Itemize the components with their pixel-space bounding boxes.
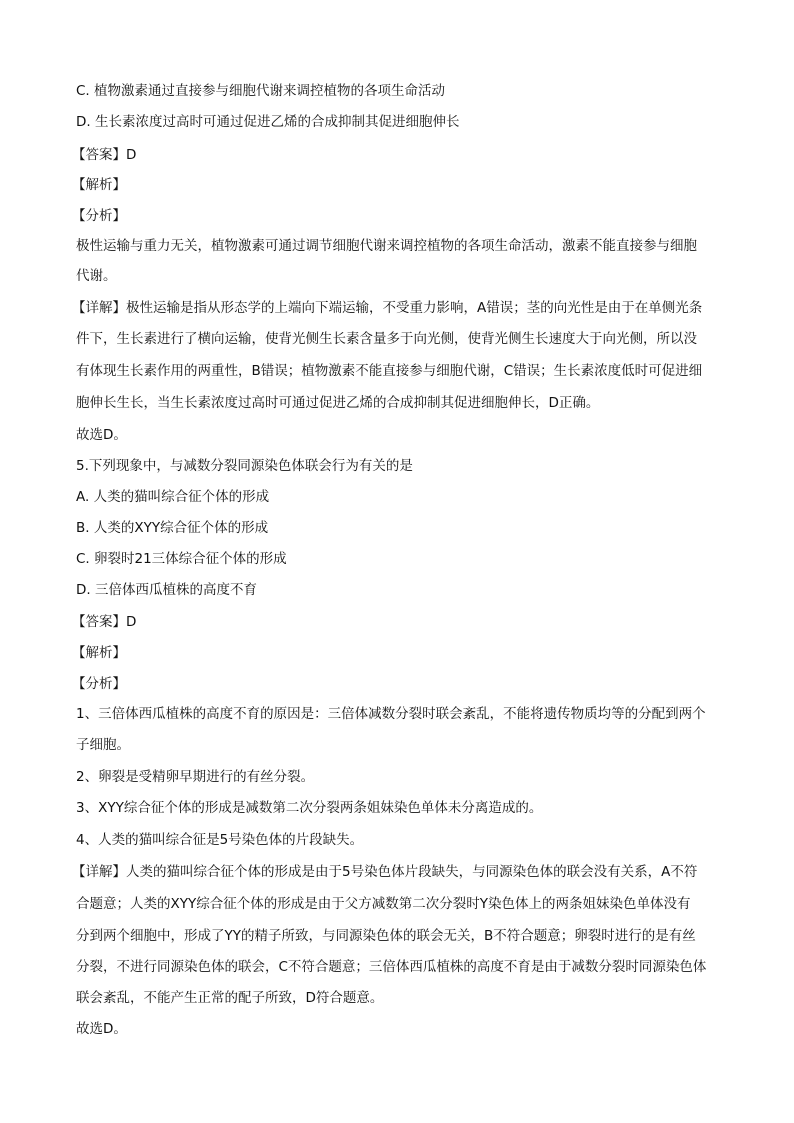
prev-detail-line: 胞伸长生长，当生长素浓度过高时可通过促进乙烯的合成抑制其促进细胞伸长，D正确。 [76,395,600,411]
q5-option-d: D. 三倍体西瓜植株的高度不育 [76,582,257,598]
prev-detail-line: 有体现生长素作用的两重性，B错误；植物激素不能直接参与细胞代谢，C错误；生长素浓度低时可促进细 [76,363,703,379]
q5-detail-line: 分到两个细胞中，形成了YY的精子所致，与同源染色体的联会无关，B不符合题意；卵裂时进行的是有丝 [76,928,696,944]
q5-point: 4、人类的猫叫综合征是5号染色体的片段缺失。 [76,832,364,848]
q5-detail-line: 【详解】人类的猫叫综合征个体的形成是由于5号染色体片段缺失，与同源染色体的联会没有关系，A不符 [72,864,698,880]
q5-detail-line: 合题意；人类的XYY综合征个体的形成是由于父方减数第二次分裂时Y染色体上的两条姐妹染色单体没有 [76,896,691,912]
prev-fenxi-heading: 【分析】 [72,208,126,224]
prev-detail-line: 【详解】极性运输是指从形态学的上端向下端运输，不受重力影响，A错误；茎的向光性是由于在单侧光条 [72,300,703,316]
prev-analysis-heading: 【解析】 [72,177,126,193]
prev-detail-line: 件下，生长素进行了横向运输，使背光侧生长素含量多于向光侧，使背光侧生长速度大于向光侧，所以没 [76,331,697,347]
q5-point: 2、卵裂是受精卵早期进行的有丝分裂。 [76,769,315,785]
prev-fenxi-line: 代谢。 [76,268,117,284]
q5-option-c: C. 卵裂时21三体综合征个体的形成 [76,551,287,567]
prev-fenxi-line: 极性运输与重力无关，植物激素可通过调节细胞代谢来调控植物的各项生命活动，激素不能直接参与细胞 [76,238,697,254]
q5-detail-line: 联会紊乱，不能产生正常的配子所致，D符合题意。 [76,990,384,1006]
q5-detail-line: 分裂，不进行同源染色体的联会，C不符合题意；三倍体西瓜植株的高度不育是由于减数分裂时同源染色体 [76,959,707,975]
question-5-stem: 5.下列现象中，与减数分裂同源染色体联会行为有关的是 [76,458,413,474]
q5-conclusion: 故选D。 [76,1021,127,1037]
q5-fenxi-heading: 【分析】 [72,676,126,692]
q5-option-b: B. 人类的XYY综合征个体的形成 [76,520,269,536]
q5-answer: 【答案】D [72,614,137,630]
prev-option-c: C. 植物激素通过直接参与细胞代谢来调控植物的各项生命活动 [76,83,446,99]
q5-option-a: A. 人类的猫叫综合征个体的形成 [76,489,270,505]
prev-answer: 【答案】D [72,147,137,163]
prev-conclusion: 故选D。 [76,427,127,443]
q5-point: 1、三倍体西瓜植株的高度不育的原因是：三倍体减数分裂时联会紊乱，不能将遗传物质均等的分配到两个 [76,706,706,722]
q5-point: 3、XYY综合征个体的形成是减数第二次分裂两条姐妹染色单体未分离造成的。 [76,800,543,816]
prev-option-d: D. 生长素浓度过高时可通过促进乙烯的合成抑制其促进细胞伸长 [76,114,460,130]
q5-analysis-heading: 【解析】 [72,645,126,661]
q5-point: 子细胞。 [76,737,130,753]
